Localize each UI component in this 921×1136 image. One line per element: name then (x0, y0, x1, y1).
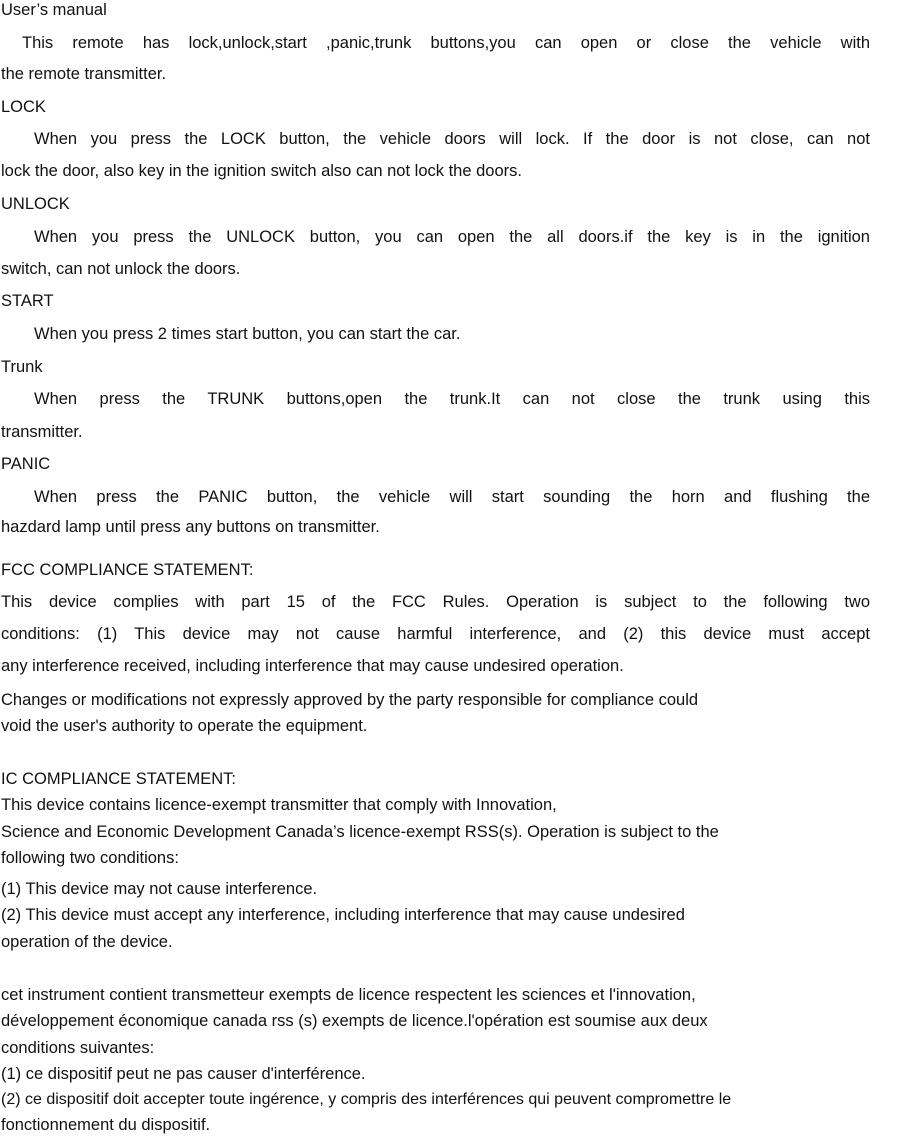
ic-text-2: Science and Economic Development Canada’s licence-exempt RSS(s). Operation is subject to the (1, 823, 719, 841)
lock-heading: LOCK (1, 98, 46, 116)
unlock-text-1: When you press the UNLOCK button, you can open the all doors.if the key is in the ignition (34, 228, 870, 246)
lock-text-1: When you press the LOCK button, the vehicle doors will lock. If the door is not close, can not (34, 130, 870, 148)
ic-french-3: conditions suivantes: (1, 1039, 155, 1057)
ic-condition-1: (1) This device may not cause interference. (1, 880, 318, 898)
fcc-changes-2: void the user's authority to operate the equipment. (1, 717, 368, 735)
intro-line-1: This remote has lock,unlock,start ,panic,trunk buttons,you can open or close the vehicle with (22, 34, 870, 52)
unlock-heading: UNLOCK (1, 195, 70, 213)
ic-french-1: cet instrument contient transmetteur exempts de licence respectent les sciences et l'innovation, (1, 986, 696, 1004)
ic-condition-2-cont: operation of the device. (1, 933, 173, 951)
page-title: User’s manual (1, 1, 107, 19)
unlock-text-2: switch, can not unlock the doors. (1, 260, 241, 278)
panic-heading: PANIC (1, 455, 51, 473)
ic-french-2: développement économique canada rss (s) exempts de licence.l'opération est soumise aux deux (1, 1012, 708, 1030)
fcc-text-2: conditions: (1) This device may not cause harmful interference, and (2) this device must accept (1, 625, 870, 643)
start-heading: START (1, 292, 54, 310)
fcc-heading: FCC COMPLIANCE STATEMENT: (1, 561, 254, 579)
ic-heading: IC COMPLIANCE STATEMENT: (1, 770, 236, 788)
intro-line-2: the remote transmitter. (1, 65, 167, 83)
fcc-text-1: This device complies with part 15 of the FCC Rules. Operation is subject to the following two (1, 593, 870, 611)
panic-text-1: When press the PANIC button, the vehicle will start sounding the horn and flushing the (34, 488, 870, 506)
ic-french-4: (1) ce dispositif peut ne pas causer d'interférence. (1, 1065, 366, 1083)
trunk-heading: Trunk (1, 358, 43, 376)
trunk-text-2: transmitter. (1, 423, 83, 441)
fcc-text-3: any interference received, including interference that may cause undesired operation. (1, 657, 624, 675)
start-text-1: When you press 2 times start button, you can start the car. (34, 325, 461, 343)
trunk-text-1: When press the TRUNK buttons,open the trunk.It can not close the trunk using this (34, 390, 870, 408)
ic-french-5: (2) ce dispositif doit accepter toute ingérence, y compris des interférences qui peuvent compromettre le (1, 1091, 732, 1108)
ic-text-3: following two conditions: (1, 849, 179, 867)
ic-french-6: fonctionnement du dispositif. (1, 1116, 211, 1134)
ic-condition-2: (2) This device must accept any interference, including interference that may cause undesired (1, 906, 685, 924)
fcc-changes-1: Changes or modifications not expressly approved by the party responsible for compliance could (1, 691, 699, 709)
ic-text-1: This device contains licence-exempt transmitter that comply with Innovation, (1, 796, 557, 814)
lock-text-2: lock the door, also key in the ignition switch also can not lock the doors. (1, 162, 522, 180)
panic-text-2: hazdard lamp until press any buttons on transmitter. (1, 518, 380, 536)
